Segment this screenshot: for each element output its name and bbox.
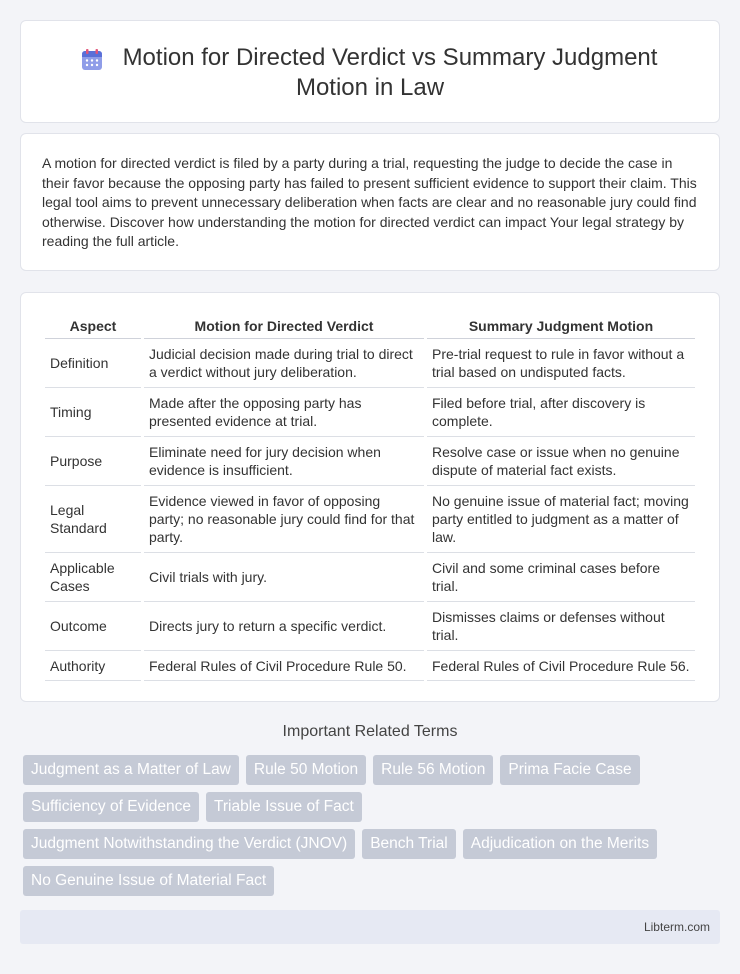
cell-directed-verdict: Directs jury to return a specific verdict. [144, 602, 424, 651]
cell-directed-verdict: Civil trials with jury. [144, 553, 424, 602]
cell-summary-judgment: Filed before trial, after discovery is complete. [427, 388, 695, 437]
table-row [45, 388, 695, 437]
cell-aspect: Purpose [45, 437, 141, 486]
table-row [45, 651, 695, 681]
table-row [45, 553, 695, 602]
table-row [45, 602, 695, 651]
page-title [21, 43, 719, 103]
cell-summary-judgment: No genuine issue of material fact; moving party entitled to judgment as a matter of law. [427, 486, 695, 553]
table-row [45, 339, 695, 388]
cell-directed-verdict: Evidence viewed in favor of opposing party; no reasonable jury could find for that party. [144, 486, 424, 553]
cell-summary-judgment: Resolve case or issue when no genuine dispute of material fact exists. [427, 437, 695, 486]
cell-aspect: Applicable Cases [45, 553, 141, 602]
comparison-table-card [20, 292, 720, 702]
header-aspect: Aspect [45, 314, 141, 339]
title-line-2: Motion in Law [295, 74, 445, 101]
table-row [45, 437, 695, 486]
table-header-row [45, 314, 695, 339]
related-terms-heading: Important Related Terms [282, 723, 458, 740]
cell-aspect: Timing [45, 388, 141, 437]
header-directed-verdict: Motion for Directed Verdict [144, 314, 424, 339]
cell-aspect: Definition [45, 339, 141, 388]
cell-summary-judgment: Civil and some criminal cases before trial. [427, 553, 695, 602]
cell-directed-verdict: Eliminate need for jury decision when evidence is insufficient. [144, 437, 424, 486]
cell-summary-judgment: Dismisses claims or defenses without trial. [427, 602, 695, 651]
cell-summary-judgment: Federal Rules of Civil Procedure Rule 56. [427, 651, 695, 681]
cell-aspect: Legal Standard [45, 486, 141, 553]
cell-directed-verdict: Made after the opposing party has presented evidence at trial. [144, 388, 424, 437]
header-summary-judgment: Summary Judgment Motion [427, 314, 695, 339]
table-row [45, 486, 695, 553]
related-term-tag[interactable]: Prima Facie Case [500, 755, 639, 785]
cell-aspect: Authority [45, 651, 141, 681]
related-term-tag[interactable]: Judgment as a Matter of Law [23, 755, 239, 785]
comparison-table [42, 314, 698, 681]
related-term-tag[interactable]: Judgment Notwithstanding the Verdict (JNOV) [23, 829, 355, 859]
cell-summary-judgment: Pre-trial request to rule in favor without a trial based on undisputed facts. [427, 339, 695, 388]
cell-directed-verdict: Federal Rules of Civil Procedure Rule 50. [144, 651, 424, 681]
related-term-tag[interactable]: No Genuine Issue of Material Fact [23, 866, 274, 896]
related-term-tag[interactable]: Bench Trial [362, 829, 456, 859]
intro-paragraph: A motion for directed verdict is filed by a party during a trial, requesting the judge to decide the case in their favor because the opposing party has failed to present sufficient evidence to support their claim. This legal tool aims to prevent unnecessary deliberation when facts are clear and no reasonable jury could find otherwise. Discover how understanding the motion for directed verdict can impact Your legal strategy by reading the full article. [42, 155, 697, 249]
footer-bar [20, 910, 720, 944]
related-term-tag[interactable]: Rule 50 Motion [246, 755, 366, 785]
title-card [20, 20, 720, 123]
related-term-tag[interactable]: Sufficiency of Evidence [23, 792, 199, 822]
related-term-tag[interactable]: Adjudication on the Merits [463, 829, 657, 859]
cell-aspect: Outcome [45, 602, 141, 651]
related-term-tag[interactable]: Triable Issue of Fact [206, 792, 362, 822]
title-line-1: Motion for Directed Verdict vs Summary Judgment [122, 44, 658, 71]
related-terms-list [23, 755, 703, 903]
related-term-tag[interactable]: Rule 56 Motion [373, 755, 493, 785]
cell-directed-verdict: Judicial decision made during trial to direct a verdict without jury deliberation. [144, 339, 424, 388]
intro-card [20, 133, 720, 271]
footer-site-link[interactable]: Libterm.com [643, 920, 710, 934]
